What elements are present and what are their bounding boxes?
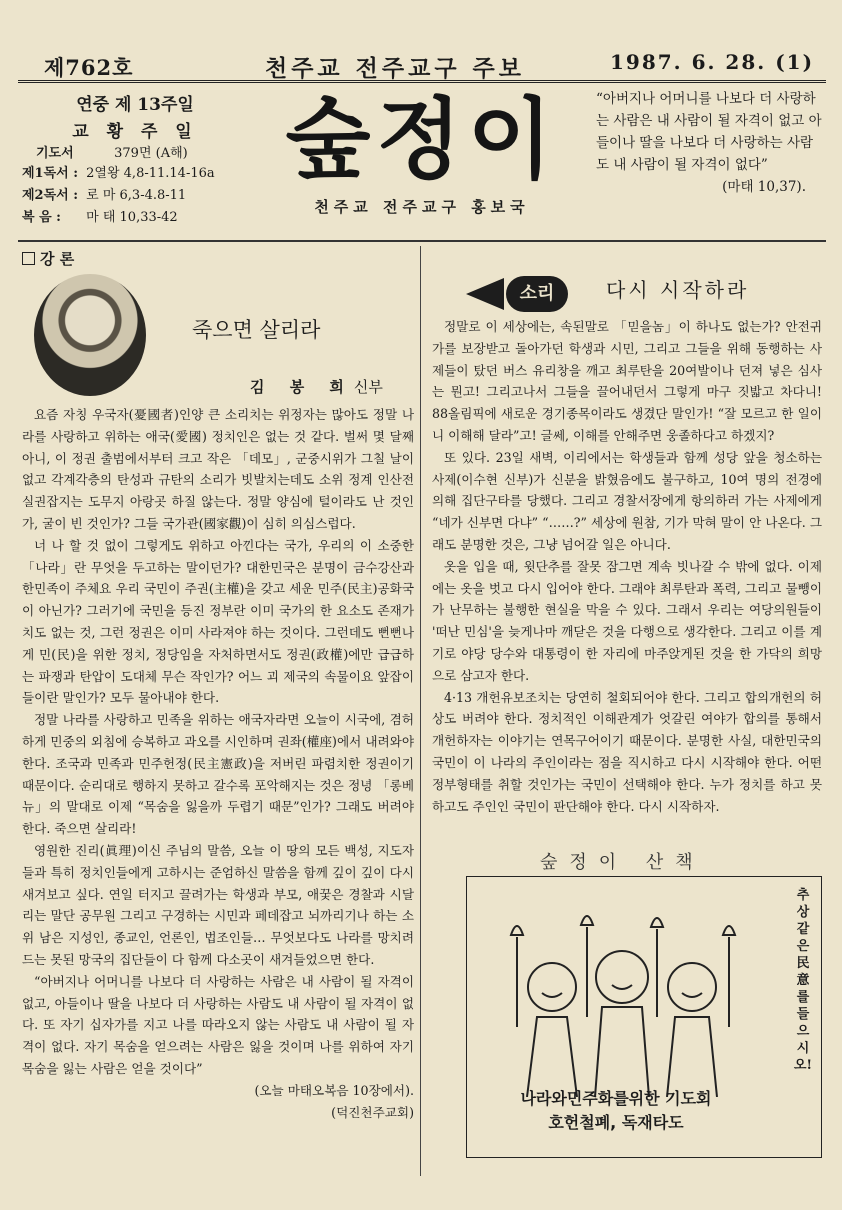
- header-rule: [18, 80, 826, 83]
- section-label-text: 강 론: [40, 250, 75, 268]
- sori-body: [432, 316, 822, 817]
- square-icon: [22, 252, 35, 265]
- sori-badge-text: 소리: [506, 276, 568, 312]
- section-label: [22, 248, 414, 269]
- sori-badge: [466, 270, 576, 320]
- masthead-title: 숲정이: [285, 88, 559, 191]
- author-role: 신부: [353, 378, 383, 396]
- editorial-paragraph: 너 나 할 것 없이 그렇게도 위하고 아낀다는 국가, 우리의 이 소중한 「나라」란 무엇을 두고하는 말이던가? 대한민국은 분명이 금수강산과 한민족이 주체요 우리 국민이 주권(主權)을 갖고 세운 민주(民主)공화국이 아닌가? 그러기에 국민을 등진 정부란 이미 국가의 한 요소도 존재가치도 없는 것, 그런 정권은 이미 사라져야 하는 것이다. 그런데도 뻔뻔나게 민(民)을 위한 정치, 정당임을 자처하면서도 정권(政權)에만 급급하는 파쟁과 탄압이 도대체 무슨 작인가? 어느 괴 제국의 속물이요 앞잡이들이란 말인가? 모두 물아내야 한다.: [22, 537, 414, 706]
- reading2-label: 제2독서 :: [22, 188, 79, 203]
- hymn-value: 379면 (A해): [114, 146, 188, 161]
- sori-paragraph: 또 있다. 23일 새벽, 이리에서는 학생들과 함께 성당 앞을 청소하는 사제(이수현 신부)가 신분을 밝혔음에도 불구하고, 10여 명의 전경에 의해 집단구타를 당했다. 그리고 경찰서장에게 항의하러 가는 사제에게 “네가 신부면 다냐” “……?” 세상에 원참, 기가 막혀 말이 안 나온다. 그래도 분명한 것은, 그냥 넘어갈 일은 아니다.: [432, 449, 822, 552]
- section-rule: [18, 240, 826, 242]
- cartoon-illustration: [497, 907, 747, 1097]
- editorial-parish: (덕진천주교회): [331, 1104, 414, 1120]
- banner-line2: 호헌철폐, 독재타도: [548, 1113, 684, 1132]
- editorial-column: [22, 248, 414, 1120]
- hymn-label: 기도서: [36, 146, 74, 161]
- editorial-body: [22, 404, 414, 1123]
- issue-number: 제762호: [44, 55, 134, 80]
- author-name: 김 봉 희: [250, 378, 354, 396]
- gospel-value: 마 태 10,33-42: [86, 210, 178, 225]
- cartoon-side-text: 추상 같은 民意를 들으시오!: [793, 888, 813, 1073]
- editorial-title: 죽으면 살리라: [192, 318, 321, 342]
- cartoon-title: 숲정이 산책: [540, 852, 705, 873]
- scripture-quote: [596, 88, 822, 238]
- cartoon-panel: [466, 876, 822, 1158]
- column-divider: [420, 246, 421, 1176]
- editorial-citation: (오늘 마태오복음 10장에서).: [254, 1082, 414, 1098]
- quote-source: (마태 10,37).: [722, 179, 806, 195]
- masthead: [262, 88, 582, 238]
- reading1-value: 2열왕 4,8-11.14-16a: [86, 166, 215, 181]
- editorial-author: [250, 376, 383, 397]
- editorial-paragraph: 요즘 자칭 우국자(憂國者)인양 큰 소리치는 위정자는 많아도 정말 나라를 사랑하고 위하는 애국(愛國) 정치인은 없는 것 같다. 벌써 몇 달째 아니, 이 정권 출범에서부터 크고 작은 「데모」, 군중시위가 그칠 날이 없고 각계각층의 탄성과 규탄의 소리가 빗발치는데도 소위 정계 인산전 실권잡지는 도무지 아랑곳 하질 않는다. 정말 양심에 털이라도 난 것인가, 굴이 빈 것인가? 그들 국가관(國家觀)이 심히 의심스럽다.: [22, 407, 414, 531]
- paper-name: 천주교 전주교구 주보: [265, 55, 525, 82]
- reading1-row: [22, 162, 215, 181]
- liturgy-week: 연중 제 13주일: [76, 95, 194, 115]
- editorial-paragraph: 영원한 진리(眞理)이신 주님의 말씀, 오늘 이 땅의 모든 백성, 지도자들과 특히 정치인들에게 고하시는 준엄하신 말씀을 함께 깊이 깊이 다시 새겨보고 싶다. 연일 터지고 끌려가는 학생과 부모, 애꿎은 경찰과 시달리는 말단 공무원 그리고 구경하는 시민과 페데잡고 뇌까리기나 하는 소위 남은 지성인, 종교인, 언론인, 법조인들… 무엇보다도 나라를 망치려드는 못된 망국의 집단들이 다 함께 다소곳이 새겨들었으면 한다.: [22, 842, 414, 967]
- sori-paragraph: 4·13 개헌유보조치는 당연히 철회되어야 한다. 그리고 합의개헌의 허상도 버려야 한다. 정치적인 이해관계가 엇갈린 여야가 합의를 통해서 개헌하자는 이야기는 연목구어이기 때문이다. 분명한 사실, 대한민국의 국민이 이 나라의 주인이라는 점을 직시하고 다시 시작해야 한다. 어떤 정부형태를 취할 것인가는 국민이 선택해야 한다. 누가 정치를 하고 못하고도 주인인 국민이 판단해야 한다. 다시 시작하자.: [432, 689, 822, 814]
- megaphone-icon: [466, 278, 504, 310]
- reading2-row: [22, 184, 186, 203]
- cartoon-banner: [485, 1087, 747, 1137]
- hymn-row: [22, 142, 188, 161]
- liturgy-box: [18, 86, 252, 236]
- author-photo: [34, 274, 146, 396]
- reading2-value: 로 마 6,3-4.8-11: [86, 188, 187, 203]
- liturgy-day: 교 황 주 일: [72, 122, 198, 142]
- banner-line1: 나라와민주화를위한 기도회: [520, 1089, 712, 1108]
- gospel-row: [22, 206, 178, 225]
- gospel-label: 복 음 :: [22, 210, 61, 225]
- reading1-label: 제1독서 :: [22, 166, 79, 181]
- quote-text: “아버지나 어머니를 나보다 더 사랑하는 사람은 내 사람이 될 자격이 없고 아들이나 딸을 나보다 더 사랑하는 사람도 내 사람이 될 자격이 없다”: [596, 91, 822, 173]
- sori-paragraph: 정말로 이 세상에는, 속된말로 「믿을놈」이 하나도 없는가? 안전귀가를 보장받고 돌아가던 학생과 시민, 그리고 그들을 위해 동행하는 사제들이 탔던 버스 유리창을 깨고 최루탄을 20여발이나 던져 넣은 심사는 뭔고! 그리고나서 그들을 끌어내던서 그렇게 마구 짓밟고 차다니! 88올림픽에 새로운 경기종목이라도 생겼단 말인가! “잘 모르고 한 일이니 이해해 달라”고! 글쎄, 이해를 안해주면 웅졸하다고 하겠지?: [432, 319, 822, 443]
- sori-heading: 다시 시작하라: [606, 278, 750, 302]
- editorial-paragraph: 정말 나라를 사랑하고 민족을 위하는 애국자라면 오늘이 시국에, 겸허하게 민중의 외침에 승복하고 과오를 시인하며 권좌(權座)에서 내려와야 한다. 조국과 민족과 민주헌정(民主憲政)을 저버린 파렴치한 정권이기 때문이다. 순리대로 행하지 못하고 갈수록 포악해지는 것은 정녕 「롱베뉴」의 말대로 이제 “목숨을 잃을까 두렵기 때문”인가? 그래도 버려야 한다. 죽으면 살리라!: [22, 712, 414, 837]
- editorial-paragraph: “아버지나 어머니를 나보다 더 사랑하는 사람은 내 사람이 될 자격이 없고, 아들이나 딸을 나보다 더 사랑하는 사람도 내 사람이 될 자격이 없다. 또 자기 십자가를 지고 나를 따라오지 않는 사람도 내 사람이 될 자격이 없다. 자기 목숨을 얻으려는 사람은 잃을 것이며 나를 위하여 자기 목숨을 잃는 사람은 얻을 것이다”: [22, 973, 414, 1076]
- issue-date: 1987. 6. 28. (1): [610, 50, 815, 74]
- sori-paragraph: 옷을 입을 때, 윗단추를 잘못 잠그면 계속 빗나갈 수 밖에 없다. 이제에는 옷을 벗고 다시 입어야 한다. 그래야 최루탄과 폭력, 그리고 물뺑이가 난무하는 불행한 현실을 막을 수 있다. 그래서 우리는 여당의원들이 '떠난 민심'을 늦게나마 깨닫은 것을 다행으로 생각한다. 그리고 이를 계기로 야당 당수와 대통령이 한 자리에 마주앉게된 것을 한 가닥의 희망으로 삼고자 한다.: [432, 558, 822, 683]
- masthead-subtitle: 천주교 전주교구 홍보국: [314, 198, 530, 216]
